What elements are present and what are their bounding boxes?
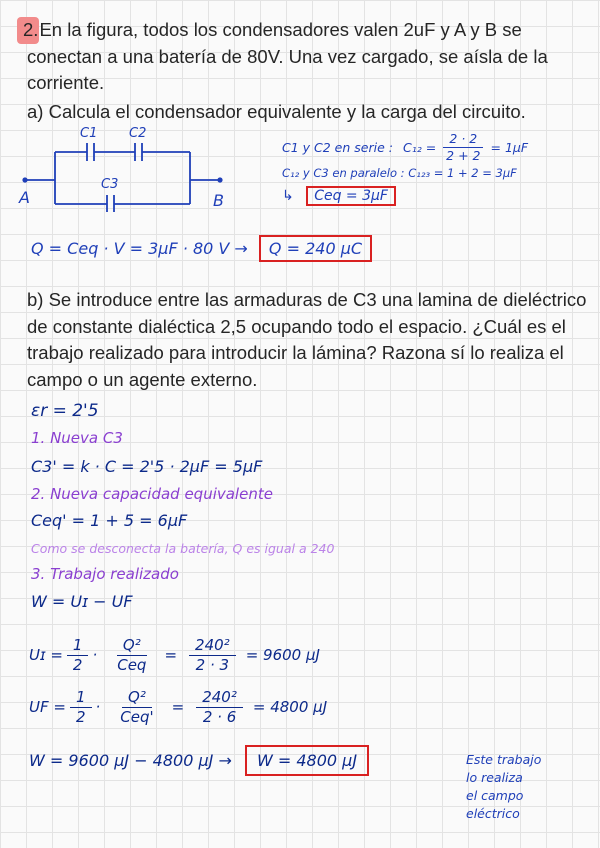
uf-lhs: UF = xyxy=(29,698,66,717)
side-note-line-2: lo realiza xyxy=(466,770,523,785)
q-formula: Q = Ceq · V = 3µF · 80 V → xyxy=(31,239,248,258)
work-line xyxy=(29,751,369,770)
battery-note: Como se desconecta la batería, Q es igual a 240 xyxy=(31,541,335,556)
ui-result: = 9600 µJ xyxy=(245,646,320,665)
node-b-dot xyxy=(217,177,222,182)
circuit-diagram xyxy=(15,122,245,212)
ui-dot: · xyxy=(92,646,98,665)
part-b-question: b) Se introduce entre las armaduras de C3 una lamina de dieléctrico de constante dialéctica 2,5 ocupando todo el espacio. ¿Cuál es el trabajo realizado para introducir la lámina? Razona sí lo realiza el campo o un agente externo. xyxy=(27,289,587,390)
node-a-label: A xyxy=(19,188,30,207)
step2-equation: Ceq' = 1 + 5 = 6µF xyxy=(31,511,188,530)
node-b-label: B xyxy=(213,191,224,210)
ceq-result-box: Ceq = 3µF xyxy=(306,186,396,206)
uf-equation xyxy=(29,688,327,727)
c2-label: C2 xyxy=(129,126,147,141)
step1-equation: C3' = k · C = 2'5 · 2µF = 5µF xyxy=(31,457,263,476)
ui-half-fraction xyxy=(67,636,89,675)
side-note-line-1: Este trabajo xyxy=(466,752,542,767)
uf-value-denominator: 2 · 6 xyxy=(202,707,237,726)
uf-result: = 4800 µJ xyxy=(252,698,328,717)
series-line xyxy=(282,131,528,163)
parallel-line: C₁₂ y C3 en paralelo : C₁₂₃ = 1 + 2 = 3µF xyxy=(282,166,517,180)
c12-rhs: = 1µF xyxy=(490,139,529,155)
uf-equals: = xyxy=(171,698,185,717)
c12-lhs: C₁₂ = xyxy=(402,139,437,155)
node-a-dot xyxy=(22,177,27,182)
c12-fraction xyxy=(440,131,486,163)
er-value: εr = 2'5 xyxy=(31,401,99,421)
uf-dot: · xyxy=(95,698,101,717)
side-note-line-4: eléctrico xyxy=(466,806,520,821)
q-result-box: Q = 240 µC xyxy=(259,235,372,262)
ui-q-fraction xyxy=(111,636,152,675)
c12-denominator: 2 + 2 xyxy=(446,147,481,163)
part-a-question: a) Calcula el condensador equivalente y la carga del circuito. xyxy=(27,101,526,122)
work-calculation: W = 9600 µJ − 4800 µJ → xyxy=(29,751,232,770)
step2-title: 2. Nueva capacidad equivalente xyxy=(31,485,273,503)
side-note-line-3: el campo xyxy=(466,788,524,803)
uf-half-numerator: 1 xyxy=(70,688,92,708)
problem-statement xyxy=(23,17,587,97)
step3-title: 3. Trabajo realizado xyxy=(31,565,179,583)
uf-q-fraction xyxy=(114,688,159,727)
ui-q-numerator: Q² xyxy=(117,636,147,656)
c3-label: C3 xyxy=(101,177,119,192)
ui-value-fraction xyxy=(189,636,236,675)
ui-value-numerator: 240² xyxy=(189,636,236,656)
arrow-icon: ↳ xyxy=(282,188,294,204)
work-result-box: W = 4800 µJ xyxy=(245,745,369,776)
uf-q-numerator: Q² xyxy=(122,688,152,708)
problem-intro: En la figura, todos los condensadores valen 2uF y A y B se conectan a una batería de 80V. Una vez cargado, se aísla de la corriente. xyxy=(27,19,548,93)
ui-half-denominator: 2 xyxy=(72,655,83,674)
ui-equation xyxy=(29,636,320,675)
uf-half-denominator: 2 xyxy=(75,707,86,726)
ceq-line xyxy=(282,188,396,204)
series-text: C1 y C2 en serie : xyxy=(282,139,393,155)
uf-value-fraction xyxy=(196,688,243,727)
ui-q-denominator: Ceq xyxy=(117,655,147,674)
ui-half-numerator: 1 xyxy=(67,636,89,656)
c1-label: C1 xyxy=(80,126,98,141)
work-definition: W = Uɪ − UF xyxy=(31,592,133,611)
c12-numerator: 2 · 2 xyxy=(443,131,483,148)
ui-value-denominator: 2 · 3 xyxy=(195,655,230,674)
side-note xyxy=(466,751,541,823)
uf-half-fraction xyxy=(70,688,92,727)
ui-equals: = xyxy=(164,646,178,665)
uf-value-numerator: 240² xyxy=(196,688,243,708)
charge-line xyxy=(31,239,372,258)
uf-q-denominator: Ceq' xyxy=(120,707,154,726)
problem-number: 2. xyxy=(17,17,39,44)
ui-lhs: Uɪ = xyxy=(29,646,63,665)
step1-title: 1. Nueva C3 xyxy=(31,429,123,447)
